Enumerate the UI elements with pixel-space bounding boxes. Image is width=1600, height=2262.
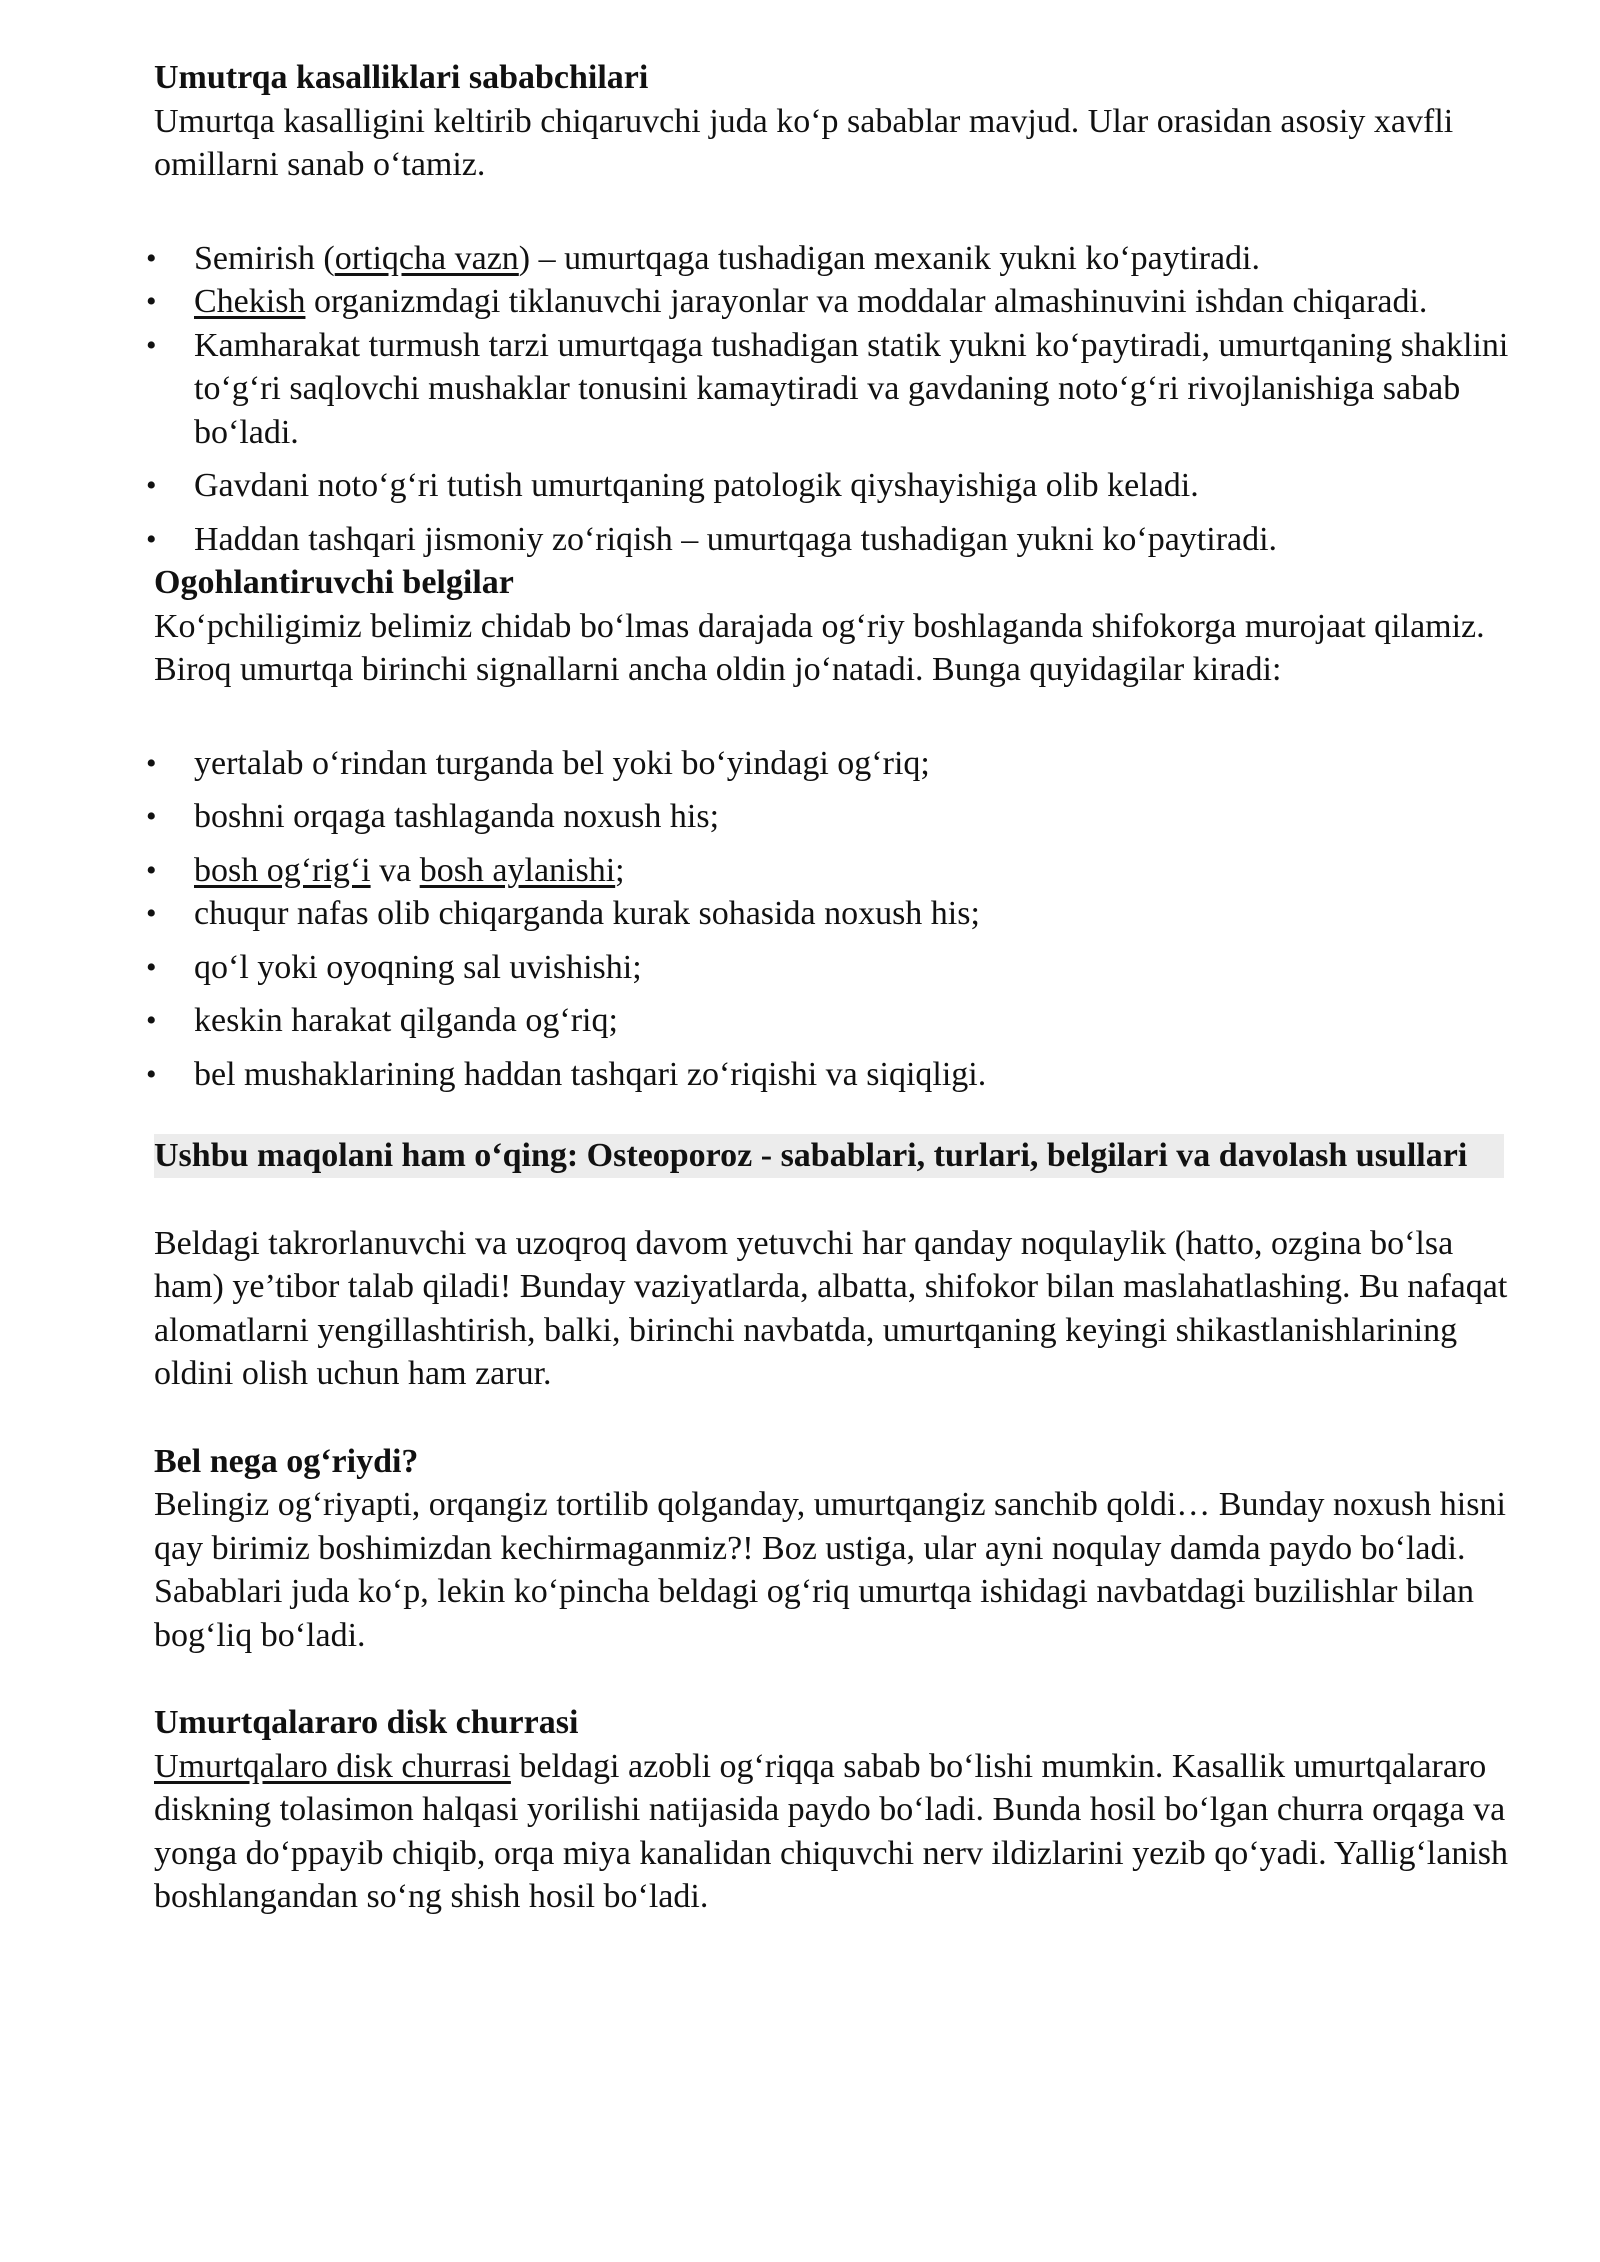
- list-item: • chuqur nafas olib chiqarganda kurak sohasida noxush his;: [154, 892, 1514, 936]
- section-heading-disc-hernia: Umurtqalararo disk churrasi: [154, 1704, 579, 1741]
- warning-list: [154, 742, 1514, 1097]
- document-page: [154, 56, 1514, 1919]
- list-item: • boshni orqaga tashlaganda noxush his;: [154, 795, 1514, 839]
- list-item: • Kamharakat turmush tarzi umurtqaga tushadigan statik yukni ko‘paytiradi, umurtqaning shaklini to‘g‘ri saqlovchi mushaklar tonusini kamaytiradi va gavdaning noto‘g‘ri rivojlanishiga sabab bo‘ladi.: [154, 324, 1514, 455]
- link-bosh-ogrigi[interactable]: bosh og‘rig‘i: [194, 851, 371, 889]
- link-chekish[interactable]: Chekish: [194, 283, 306, 320]
- list-item: • qo‘l yoki oyoqning sal uvishishi;: [154, 946, 1514, 990]
- warning-intro: Ko‘pchiligimiz belimiz chidab bo‘lmas darajada og‘riy boshlaganda shifokorga murojaat qilamiz. Biroq umurtqa birinchi signallarni ancha oldin jo‘natadi. Bunga quyidagilar kiradi:: [154, 607, 1485, 688]
- causes-intro: Umurtqa kasalligini keltirib chiqaruvchi juda ko‘p sabablar mavjud. Ular orasidan asosiy xavfli omillarni sanab o‘tamiz.: [154, 102, 1454, 183]
- causes-list: [154, 237, 1514, 562]
- advice-paragraph: Beldagi takrorlanuvchi va uzoqroq davom yetuvchi har qanday noqulaylik (hatto, ozgina bo‘lsa ham) ye’tibor talab qiladi! Bunday vaziyatlarda, albatta, shifokor bilan maslahatlashing. Bu nafaqat alomatlarni yengillashtirish, balki, birinchi navbatda, umurtqaning keyingi shikastlanishlarining oldini olish uchun ham zarur.: [154, 1224, 1508, 1392]
- link-disk-churrasi[interactable]: Umurtqalaro disk churrasi: [154, 1747, 511, 1785]
- list-item: • Semirish (ortiqcha vazn) – umurtqaga tushadigan mexanik yukni ko‘paytiradi.: [154, 237, 1514, 281]
- section-heading-warning-signs: Ogohlantiruvchi belgilar: [154, 564, 514, 601]
- link-bosh-aylanishi[interactable]: bosh aylanishi: [419, 851, 616, 889]
- link-ortiqcha-vazn[interactable]: ortiqcha vazn: [334, 239, 519, 277]
- disc-hernia-paragraph: Umurtqalaro disk churrasi beldagi azobli og‘riqqa sabab bo‘lishi mumkin. Kasallik umurtqalararo diskning tolasimon halqasi yorilishi natijasida paydo bo‘ladi. Bunda hosil bo‘lgan churra orqaga va yonga do‘ppayib chiqib, orqa miya kanalidan chiquvchi nerv ildizlarini yezib qo‘yadi. Yallig‘lanish boshlangandan so‘ng shish hosil bo‘ladi.: [154, 1747, 1509, 1915]
- section-heading-causes: Umutrqa kasalliklari sababchilari: [154, 59, 649, 96]
- related-article-link[interactable]: Ushbu maqolani ham o‘qing: Osteoporoz - sabablari, turlari, belgilari va davolash usullari: [154, 1134, 1504, 1178]
- list-item: • bel mushaklarining haddan tashqari zo‘riqishi va siqiqligi.: [154, 1053, 1514, 1097]
- list-item: • keskin harakat qilganda og‘riq;: [154, 999, 1514, 1043]
- list-item: • Haddan tashqari jismoniy zo‘riqish – umurtqaga tushadigan yukni ko‘paytiradi.: [154, 518, 1514, 562]
- list-item: • Gavdani noto‘g‘ri tutish umurtqaning patologik qiyshayishiga olib keladi.: [154, 464, 1514, 508]
- section-heading-back-pain: Bel nega og‘riydi?: [154, 1442, 419, 1480]
- back-pain-paragraph: Belingiz og‘riyapti, orqangiz tortilib qolganday, umurtqangiz sanchib qoldi… Bunday noxush hisni qay birimiz boshimizdan kechirmaganmiz?! Boz ustiga, ular ayni noqulay damda paydo bo‘ladi. Sabablari juda ko‘p, lekin ko‘pincha beldagi og‘riq umurtqa ishidagi navbatdagi buzilishlar bilan bog‘liq bo‘ladi.: [154, 1486, 1506, 1654]
- list-item: • Chekish organizmdagi tiklanuvchi jarayonlar va moddalar almashinuvini ishdan chiqaradi.: [154, 280, 1514, 324]
- list-item: • bosh og‘rig‘i va bosh aylanishi;: [154, 849, 1514, 893]
- list-item: • yertalab o‘rindan turganda bel yoki bo‘yindagi og‘riq;: [154, 742, 1514, 786]
